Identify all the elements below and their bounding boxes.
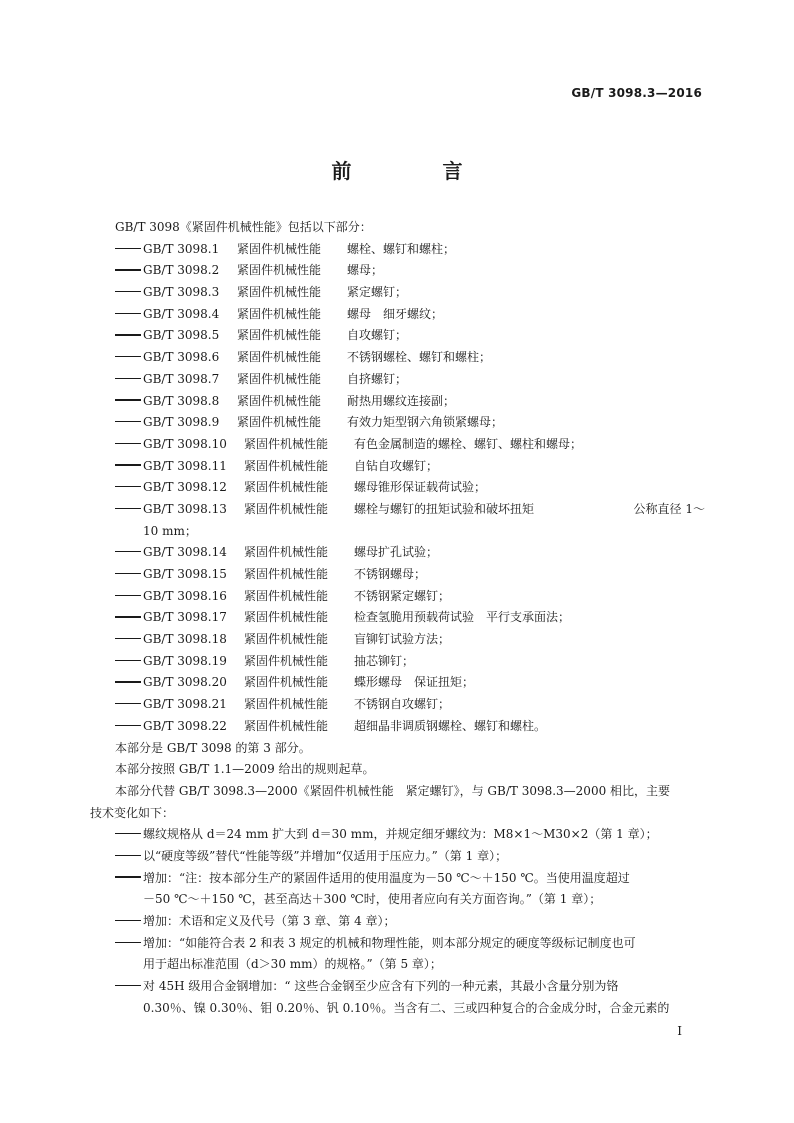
standard-number: GB/T 3098.5: [143, 328, 220, 343]
paragraph-3-continued: 技术变化如下：: [90, 805, 175, 820]
standard-desc: 自攻螺钉；: [347, 328, 408, 343]
standard-number: GB/T 3098.14: [143, 545, 227, 560]
dash-mark: [115, 660, 141, 661]
standard-number: GB/T 3098.7: [143, 371, 220, 386]
dash-mark: [115, 486, 141, 487]
change-item-1: [90, 824, 705, 846]
standard-number: GB/T 3098.22: [143, 718, 227, 733]
part-item: [90, 369, 705, 391]
part-item: [90, 239, 705, 261]
standard-number: GB/T 3098.20: [143, 675, 227, 690]
change-item-6: [90, 976, 705, 998]
standard-number: GB/T 3098.10: [143, 436, 227, 451]
change-text: 增加：术语和定义及代号（第 3 章、第 4 章）；: [143, 914, 396, 928]
dash-mark: [115, 334, 141, 335]
standard-number: GB/T 3098.4: [143, 306, 220, 321]
standard-number: GB/T 3098.13: [143, 501, 227, 516]
part-item: [90, 282, 705, 304]
part-item: [90, 716, 705, 738]
standard-number: GB/T 3098.9: [143, 415, 220, 430]
change-item-6-continued: 0.30％、镍 0.30％、钼 0.20％、钒 0.10％。当含有二、三或四种复合的合金成分时，合金元素的: [143, 1000, 670, 1015]
standard-number: GB/T 3098.16: [143, 588, 227, 603]
dash-mark: [115, 378, 141, 379]
part-item: [90, 564, 705, 586]
standard-number: GB/T 3098.3: [143, 285, 220, 300]
standard-name: 紧固件机械性能: [237, 306, 322, 321]
standard-desc: 不锈钢螺栓、螺钉和螺柱；: [347, 350, 492, 365]
standard-name: 紧固件机械性能: [244, 675, 329, 690]
dash-mark: [115, 833, 141, 834]
standard-name: 紧固件机械性能: [244, 545, 329, 560]
dash-mark: [115, 573, 141, 574]
change-item-5-continued: 用于超出标准范围（d＞30 mm）的规格。”（第 5 章）；: [143, 957, 442, 972]
standard-name: 紧固件机械性能: [244, 501, 329, 516]
dash-mark: [115, 464, 141, 465]
dash-mark: [115, 595, 141, 596]
dash-mark: [115, 248, 141, 249]
standard-number: GB/T 3098.6: [143, 350, 220, 365]
standard-desc: 不锈钢螺母；: [354, 567, 427, 581]
dash-mark: [115, 313, 141, 314]
standard-desc: 蝶形螺母 保证扭矩；: [354, 675, 475, 690]
change-text: 增加：“注：按本部分生产的紧固件适用的使用温度为－50 ℃～＋150 ℃。当使用温度超过: [143, 870, 630, 885]
dash-mark: [115, 269, 141, 270]
dash-mark: [115, 638, 141, 639]
part-item: [90, 542, 705, 564]
part-item: [90, 586, 705, 608]
standard-desc: 有色金属制造的螺栓、螺钉、螺柱和螺母；: [354, 436, 583, 451]
part-item: [90, 456, 705, 478]
standard-number: GB/T 3098.1: [143, 241, 220, 256]
change-item-3-continued: －50 ℃～＋150 ℃，甚至高达＋300 ℃时，使用者应向有关方面咨询。”（第 1 章）；: [143, 892, 602, 907]
dash-mark: [115, 985, 141, 986]
standard-number: GB/T 3098.8: [143, 393, 220, 408]
part-item: [90, 391, 705, 413]
standard-number: GB/T 3098.18: [143, 632, 227, 647]
standard-desc: 螺栓与螺钉的扭矩试验和破坏扭矩: [354, 501, 535, 516]
dash-mark: [115, 703, 141, 704]
standard-name: 紧固件机械性能: [244, 610, 329, 625]
standard-desc: 螺母 细牙螺纹；: [347, 306, 444, 321]
standard-name: 紧固件机械性能: [244, 588, 329, 603]
standard-desc: 螺母；: [347, 263, 384, 278]
standard-desc: 有效力矩型钢六角锁紧螺母；: [347, 415, 504, 430]
page-title: 前 言: [331, 159, 505, 183]
dash-mark: [115, 616, 141, 617]
standard-desc: 螺栓、螺钉和螺柱；: [347, 241, 456, 256]
parts-list-2: [90, 542, 705, 737]
document-code: GB/T 3098.3—2016: [571, 86, 702, 100]
standard-number: GB/T 3098.2: [143, 263, 220, 278]
standard-name: 紧固件机械性能: [237, 328, 322, 343]
standard-desc: 螺母扩孔试验；: [354, 545, 439, 560]
document-body: [90, 217, 705, 1019]
paragraph-2: 本部分按照 GB/T 1.1—2009 给出的规则起草。: [115, 762, 375, 777]
dash-mark: [115, 876, 141, 877]
dash-mark: [115, 291, 141, 292]
standard-desc: 自挤螺钉；: [347, 371, 408, 386]
standard-name: 紧固件机械性能: [237, 285, 322, 300]
standard-desc: 紧定螺钉；: [347, 285, 408, 300]
dash-mark: [115, 443, 141, 444]
standard-number: GB/T 3098.19: [143, 653, 227, 668]
part-item: [90, 607, 705, 629]
standard-desc: 超细晶非调质钢螺栓、螺钉和螺柱。: [354, 718, 547, 733]
change-item-4: [90, 911, 705, 933]
standard-name: 紧固件机械性能: [244, 718, 329, 733]
standard-name: 紧固件机械性能: [237, 371, 322, 386]
standard-number: GB/T 3098.17: [143, 610, 227, 625]
standard-desc: 不锈钢自攻螺钉；: [354, 697, 451, 712]
standard-name: 紧固件机械性能: [244, 458, 329, 473]
part-item: [90, 477, 705, 499]
standard-name: 紧固件机械性能: [244, 436, 329, 451]
dash-mark: [115, 399, 141, 400]
standard-desc: 不锈钢紧定螺钉；: [354, 588, 451, 603]
change-text: 螺纹规格从 d＝24 mm 扩大到 d＝30 mm，并规定细牙螺纹为：M8×1～M30×2（第 1 章）；: [143, 827, 658, 842]
change-text: 增加：“如能符合表 2 和表 3 规定的机械和物理性能，则本部分规定的硬度等级标记制度也可: [143, 935, 636, 950]
paragraph-1: 本部分是 GB/T 3098 的第 3 部分。: [115, 740, 311, 755]
change-text: 以“硬度等级”替代“性能等级”并增加“仅适用于压应力。”（第 1 章）；: [143, 848, 508, 863]
standard-number: GB/T 3098.12: [143, 480, 227, 495]
change-text: 对 45H 级用合金钢增加：“ 这些合金钢至少应含有下列的一种元素，其最小含量分别为铬: [143, 979, 619, 994]
standard-desc: 耐热用螺纹连接副；: [347, 393, 456, 408]
standard-desc: 抽芯铆钉；: [354, 653, 415, 668]
dash-mark: [115, 356, 141, 357]
part-item-13-continued: 10 mm；: [143, 523, 197, 538]
part-item: [90, 304, 705, 326]
page-number: I: [677, 1024, 682, 1038]
dash-mark: [115, 681, 141, 682]
standard-name: 紧固件机械性能: [237, 415, 322, 430]
part-item: [90, 347, 705, 369]
standard-desc: 自钻自攻螺钉；: [354, 458, 439, 473]
part-item: [90, 260, 705, 282]
dash-mark: [115, 942, 141, 943]
standard-name: 紧固件机械性能: [237, 263, 322, 278]
part-item: [90, 651, 705, 673]
part-item: [90, 412, 705, 434]
dash-mark: [115, 855, 141, 856]
part-item: [90, 672, 705, 694]
standard-name: 紧固件机械性能: [237, 393, 322, 408]
dash-mark: [115, 920, 141, 921]
standard-desc: 盲铆钉试验方法；: [354, 632, 451, 647]
standard-number: GB/T 3098.15: [143, 567, 227, 581]
part-item: [90, 629, 705, 651]
change-item-3: [90, 868, 705, 890]
standard-number: GB/T 3098.21: [143, 697, 227, 712]
standard-name: 紧固件机械性能: [237, 350, 322, 365]
part-item: [90, 434, 705, 456]
standard-name: 紧固件机械性能: [237, 241, 322, 256]
dash-mark: [115, 551, 141, 552]
standard-desc-tail: 公称直径 1～: [633, 501, 705, 516]
standard-name: 紧固件机械性能: [244, 567, 329, 581]
part-item-13: [90, 499, 705, 521]
dash-mark: [115, 508, 141, 509]
change-item-2: [90, 846, 705, 868]
dash-mark: [115, 725, 141, 726]
intro-line: GB/T 3098《紧固件机械性能》包括以下部分：: [115, 220, 372, 234]
part-item: [90, 694, 705, 716]
standard-name: 紧固件机械性能: [244, 480, 329, 495]
standard-name: 紧固件机械性能: [244, 632, 329, 647]
change-item-5: [90, 933, 705, 955]
standard-desc: 螺母锥形保证载荷试验；: [354, 480, 487, 495]
standard-name: 紧固件机械性能: [244, 697, 329, 712]
parts-list: [90, 239, 705, 499]
part-item: [90, 325, 705, 347]
dash-mark: [115, 421, 141, 422]
standard-desc: 检查氢脆用预载荷试验 平行支承面法；: [354, 610, 571, 625]
paragraph-3: 本部分代替 GB/T 3098.3—2000《紧固件机械性能 紧定螺钉》，与 GB/T 3098.3—2000 相比，主要: [115, 783, 671, 798]
standard-number: GB/T 3098.11: [143, 458, 227, 473]
standard-name: 紧固件机械性能: [244, 653, 329, 668]
